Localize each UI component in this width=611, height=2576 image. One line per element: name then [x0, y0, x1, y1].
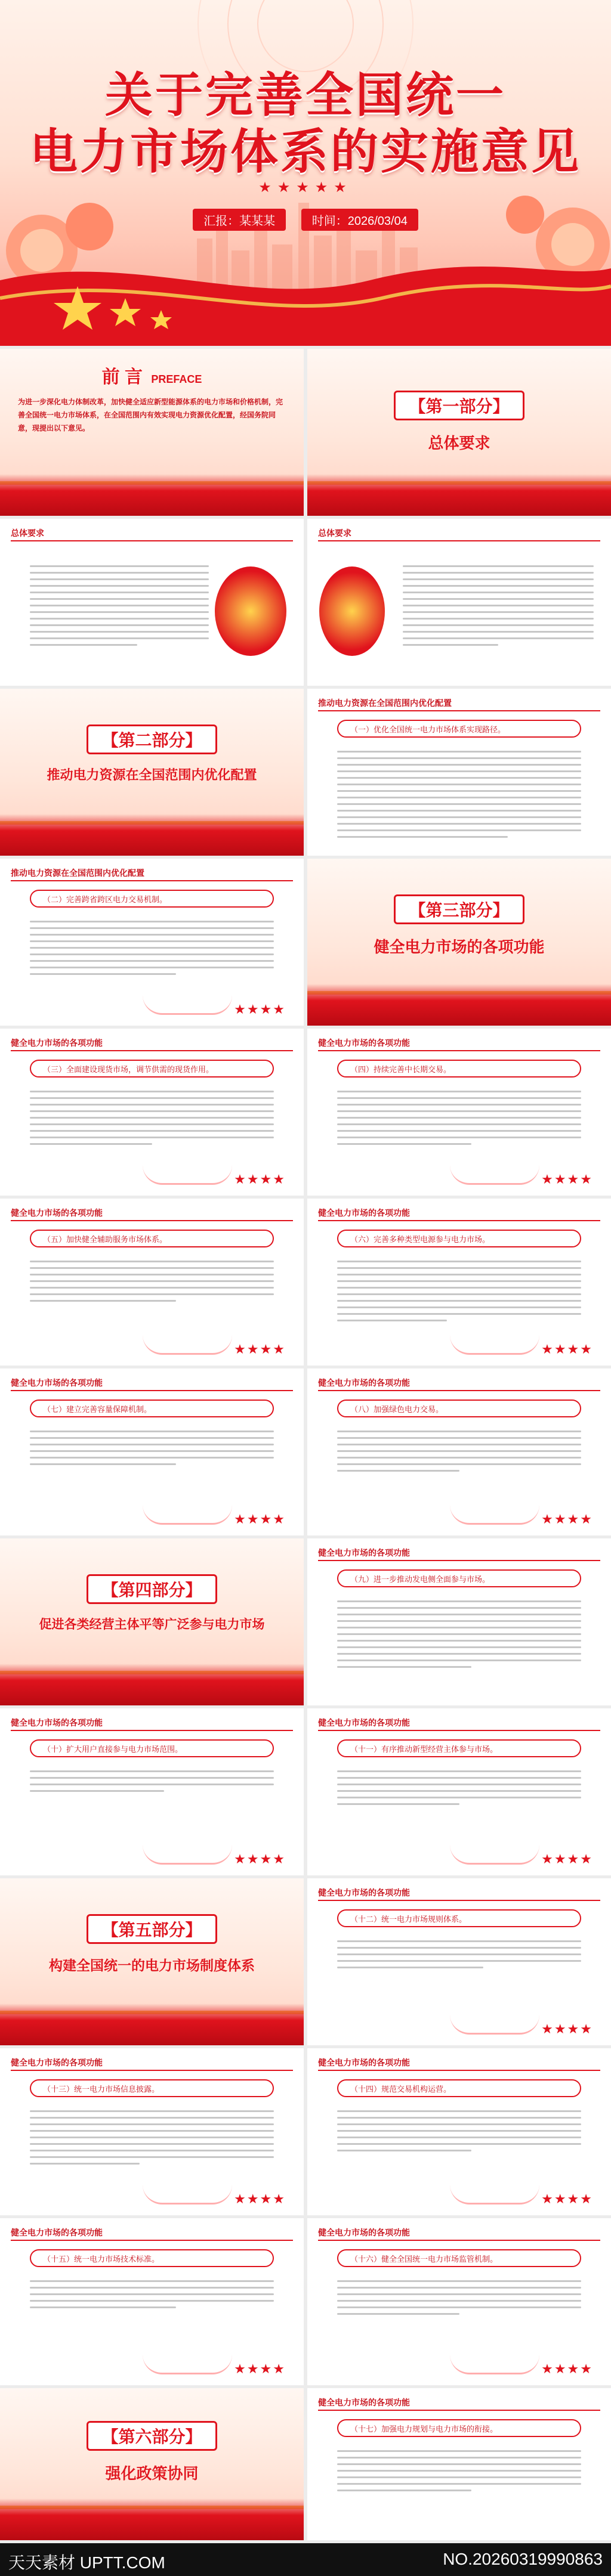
part6-label: 【第六部分】 — [87, 2421, 217, 2451]
section-subtitle: （十七）加强电力规划与电力市场的衔接。 — [337, 2419, 581, 2437]
cover-slide — [0, 0, 611, 346]
part5-label: 【第五部分】 — [87, 1914, 217, 1944]
body-text — [30, 1766, 274, 1797]
content-slide — [0, 519, 304, 686]
body-text — [403, 561, 594, 651]
part5-heading — [0, 1914, 304, 1974]
content-slide — [307, 1708, 611, 1875]
watermark-site: 天天素材 UPTT.COM — [8, 2553, 165, 2572]
preface-slide — [0, 349, 304, 516]
section-subtitle: （十四）规范交易机构运营。 — [337, 2079, 581, 2097]
content-slide — [307, 2388, 611, 2540]
body-text — [30, 1086, 274, 1150]
body-text — [337, 1426, 581, 1476]
part2-title: 推动电力资源在全国范围内优化配置 — [47, 767, 257, 782]
slide-header: 健全电力市场的各项功能 — [318, 1718, 410, 1727]
slide-header: 健全电力市场的各项功能 — [11, 2058, 103, 2067]
watermark-bar — [0, 2543, 611, 2576]
star-decoration: ★★★★ — [541, 2361, 593, 2376]
preface-body: 为进一步深化电力体制改革，加快健全适应新型能源体系的电力市场和价格机制，完善全国统一电力市场体系，在全国范围内有效实现电力资源优化配置，经国务院同意，现提出以下意见。 — [18, 398, 283, 432]
content-slide — [307, 1368, 611, 1535]
emblem-icon — [319, 566, 385, 656]
cover-meta — [0, 209, 611, 231]
slide-header: 健全电力市场的各项功能 — [318, 1888, 410, 1897]
slide-header: 健全电力市场的各项功能 — [318, 2228, 410, 2237]
body-text — [337, 1086, 581, 1150]
part3-title: 健全电力市场的各项功能 — [374, 938, 545, 956]
cover-title-line1: 关于完善全国统一 — [105, 69, 506, 122]
cover-stars: ★★★★★ — [258, 179, 353, 196]
part5-title: 构建全国统一的电力市场制度体系 — [49, 1958, 255, 1973]
preface-title-row — [0, 362, 304, 388]
star-decoration: ★★★★ — [541, 2021, 593, 2036]
content-slide — [0, 859, 304, 1026]
star-decoration: ★★★★ — [541, 2191, 593, 2206]
part4-slide — [0, 1538, 304, 1705]
part3-label: 【第三部分】 — [394, 894, 524, 924]
body-text — [30, 1256, 274, 1306]
star-decoration: ★★★★ — [541, 1342, 593, 1357]
content-slide — [307, 689, 611, 856]
part1-label: 【第一部分】 — [394, 391, 524, 420]
slide-header: 健全电力市场的各项功能 — [11, 1378, 103, 1388]
body-text — [30, 916, 274, 980]
preface-title-en: PREFACE — [151, 373, 202, 385]
part2-heading — [0, 724, 304, 784]
part3-slide — [307, 859, 611, 1026]
star-decoration: ★★★★ — [541, 1172, 593, 1187]
section-subtitle: （十）扩大用户直接参与电力市场范围。 — [30, 1739, 274, 1757]
preface-title: 前 言 — [101, 367, 143, 387]
star-decoration: ★★★★ — [234, 1852, 286, 1866]
part6-slide — [0, 2388, 304, 2540]
part6-title: 强化政策协同 — [105, 2464, 199, 2482]
section-subtitle: （十一）有序推动新型经营主体参与市场。 — [337, 1739, 581, 1757]
body-text — [30, 1426, 274, 1470]
slide-header: 健全电力市场的各项功能 — [11, 1208, 103, 1218]
part2-label: 【第二部分】 — [87, 724, 217, 754]
section-subtitle: （十三）统一电力市场信息披露。 — [30, 2079, 274, 2097]
content-slide — [307, 1199, 611, 1366]
section-subtitle: （五）加快健全辅助服务市场体系。 — [30, 1230, 274, 1247]
content-slide — [0, 2218, 304, 2385]
body-text — [337, 1936, 581, 1973]
section-subtitle: （八）加强绿色电力交易。 — [337, 1400, 581, 1417]
date-label: 时间：2026/03/04 — [301, 209, 418, 231]
body-text — [30, 2275, 274, 2313]
body-text — [337, 1596, 581, 1673]
body-text — [30, 561, 209, 651]
section-subtitle: （七）建立完善容量保障机制。 — [30, 1400, 274, 1417]
star-decoration: ★★★★ — [234, 1172, 286, 1187]
body-text — [337, 2106, 581, 2156]
section-subtitle: （一）优化全国统一电力市场体系实现路径。 — [337, 720, 581, 738]
section-subtitle: （九）进一步推动发电侧全面参与市场。 — [337, 1569, 581, 1587]
content-slide — [0, 1708, 304, 1875]
part4-title: 促进各类经营主体平等广泛参与电力市场 — [39, 1618, 265, 1631]
content-slide — [307, 1878, 611, 2045]
part5-slide — [0, 1878, 304, 2045]
content-slide — [0, 1029, 304, 1196]
slide-header: 健全电力市场的各项功能 — [11, 2228, 103, 2237]
slide-header: 健全电力市场的各项功能 — [318, 1548, 410, 1558]
part1-heading — [307, 391, 611, 453]
section-subtitle: （六）完善多种类型电源参与电力市场。 — [337, 1230, 581, 1247]
part1-title: 总体要求 — [428, 434, 490, 452]
part4-label: 【第四部分】 — [87, 1574, 217, 1604]
part3-heading — [307, 894, 611, 957]
content-slide — [0, 1199, 304, 1366]
section-subtitle: （十六）健全全国统一电力市场监管机制。 — [337, 2249, 581, 2267]
content-slide — [307, 2048, 611, 2215]
star-decoration: ★★★★ — [541, 1512, 593, 1527]
star-decoration: ★★★★ — [234, 1512, 286, 1527]
cover-title-line2: 电力市场体系的实施意见 — [30, 125, 581, 178]
section-subtitle: （二）完善跨省跨区电力交易机制。 — [30, 890, 274, 908]
content-slide — [0, 1368, 304, 1535]
reporter-label: 汇报：某某某 — [193, 209, 286, 231]
section-subtitle: （四）持续完善中长期交易。 — [337, 1060, 581, 1078]
content-slide — [307, 519, 611, 686]
section-subtitle: （十五）统一电力市场技术标准。 — [30, 2249, 274, 2267]
part1-slide — [307, 349, 611, 516]
part6-heading — [0, 2421, 304, 2484]
star-decoration: ★★★★ — [234, 2191, 286, 2206]
slide-header: 健全电力市场的各项功能 — [318, 1038, 410, 1048]
star-decoration: ★★★★ — [234, 1002, 286, 1017]
slide-header: 健全电力市场的各项功能 — [318, 2058, 410, 2067]
section-subtitle: （三）全面建设现货市场，调节供需的现货作用。 — [30, 1060, 274, 1078]
body-text — [337, 1766, 581, 1810]
star-decoration: ★★★★ — [234, 2361, 286, 2376]
content-slide — [307, 2218, 611, 2385]
part4-heading — [0, 1574, 304, 1633]
emblem-icon — [215, 566, 286, 656]
slide-header: 总体要求 — [318, 528, 351, 538]
star-decoration: ★★★★ — [234, 1342, 286, 1357]
slide-header: 推动电力资源在全国范围内优化配置 — [11, 868, 144, 878]
section-subtitle: （十二）统一电力市场规则体系。 — [337, 1909, 581, 1927]
body-text — [337, 1256, 581, 1326]
slide-header: 推动电力资源在全国范围内优化配置 — [318, 698, 452, 708]
body-text — [337, 2445, 581, 2496]
body-text — [30, 2106, 274, 2169]
part2-slide — [0, 689, 304, 856]
body-text — [337, 2275, 581, 2320]
content-slide — [307, 1029, 611, 1196]
watermark-id: NO.20260319990863 — [443, 2550, 603, 2568]
slide-header: 健全电力市场的各项功能 — [318, 1208, 410, 1218]
body-text — [337, 746, 581, 843]
content-slide — [307, 1538, 611, 1705]
slide-header: 健全电力市场的各项功能 — [318, 2398, 410, 2407]
content-slide — [0, 2048, 304, 2215]
slide-header: 健全电力市场的各项功能 — [11, 1718, 103, 1727]
star-decoration: ★★★★ — [541, 1852, 593, 1866]
slide-header: 健全电力市场的各项功能 — [318, 1378, 410, 1388]
slide-header: 总体要求 — [11, 528, 44, 538]
slide-header: 健全电力市场的各项功能 — [11, 1038, 103, 1048]
